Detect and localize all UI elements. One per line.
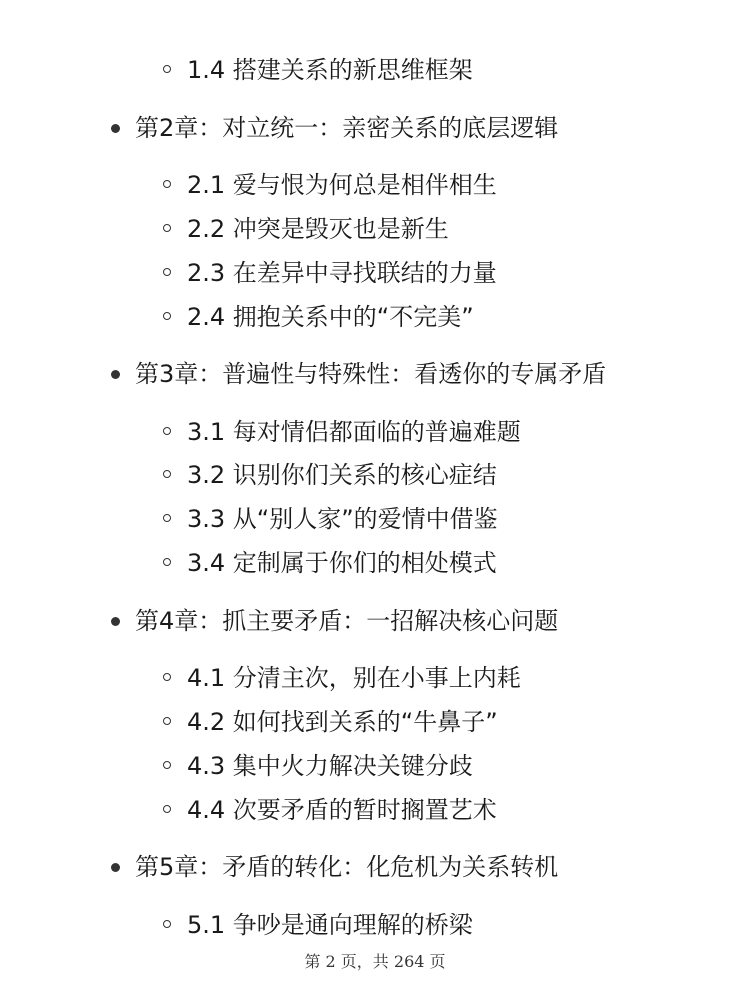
- toc-section-label: 3.4 定制属于你们的相处模式: [187, 549, 497, 577]
- hollow-bullet-icon: [163, 514, 171, 522]
- toc-section-label: 2.2 冲突是毁灭也是新生: [187, 215, 449, 243]
- filled-bullet-icon: [111, 617, 120, 626]
- toc-section-label: 4.3 集中火力解决关键分歧: [187, 752, 473, 780]
- toc-section-label: 2.3 在差异中寻找联结的力量: [187, 259, 497, 287]
- hollow-bullet-icon: [163, 805, 171, 813]
- hollow-bullet-icon: [163, 427, 171, 435]
- toc-section-item[interactable]: [0, 790, 750, 830]
- filled-bullet-icon: [111, 124, 120, 133]
- hollow-bullet-icon: [163, 673, 171, 681]
- toc-section-item[interactable]: [0, 455, 750, 495]
- toc-section-label: 1.4 搭建关系的新思维框架: [187, 56, 473, 84]
- toc-section-label: 3.3 从“别人家”的爱情中借鉴: [187, 505, 498, 533]
- toc-chapter-label: 第2章：对立统一：亲密关系的底层逻辑: [135, 114, 559, 142]
- toc-section-item[interactable]: [0, 253, 750, 293]
- toc-section-label: 2.1 爱与恨为何总是相伴相生: [187, 171, 497, 199]
- toc-section-label: 5.1 争吵是通向理解的桥梁: [187, 911, 473, 939]
- hollow-bullet-icon: [163, 558, 171, 566]
- toc-chapter-item[interactable]: [0, 601, 750, 641]
- hollow-bullet-icon: [163, 920, 171, 928]
- filled-bullet-icon: [111, 370, 120, 379]
- page-number-footer: 第 2 页，共 264 页: [304, 952, 446, 971]
- toc-chapter-label: 第4章：抓主要矛盾：一招解决核心问题: [135, 607, 559, 635]
- toc-chapter-item[interactable]: [0, 354, 750, 394]
- hollow-bullet-icon: [163, 717, 171, 725]
- filled-bullet-icon: [111, 863, 120, 872]
- hollow-bullet-icon: [163, 761, 171, 769]
- hollow-bullet-icon: [163, 180, 171, 188]
- toc-section-item[interactable]: [0, 165, 750, 205]
- toc-section-item[interactable]: [0, 905, 750, 945]
- toc-section-label: 4.2 如何找到关系的“牛鼻子”: [187, 708, 498, 736]
- toc-section-item[interactable]: [0, 658, 750, 698]
- toc-chapter-item[interactable]: [0, 108, 750, 148]
- toc-chapter-label: 第3章：普遍性与特殊性：看透你的专属矛盾: [135, 360, 607, 388]
- hollow-bullet-icon: [163, 470, 171, 478]
- toc-section-label: 2.4 拥抱关系中的“不完美”: [187, 303, 474, 331]
- toc-section-item[interactable]: [0, 412, 750, 452]
- hollow-bullet-icon: [163, 65, 171, 73]
- toc-section-item[interactable]: [0, 702, 750, 742]
- hollow-bullet-icon: [163, 224, 171, 232]
- hollow-bullet-icon: [163, 312, 171, 320]
- hollow-bullet-icon: [163, 268, 171, 276]
- toc-section-item[interactable]: [0, 543, 750, 583]
- toc-chapter-item[interactable]: [0, 847, 750, 887]
- toc-section-label: 3.1 每对情侣都面临的普遍难题: [187, 418, 521, 446]
- toc-section-item[interactable]: [0, 746, 750, 786]
- toc-section-item[interactable]: [0, 297, 750, 337]
- toc-section-item[interactable]: [0, 50, 750, 90]
- toc-section-item[interactable]: [0, 209, 750, 249]
- toc-section-label: 3.2 识别你们关系的核心症结: [187, 461, 497, 489]
- toc-section-label: 4.4 次要矛盾的暂时搁置艺术: [187, 796, 497, 824]
- toc-section-item[interactable]: [0, 499, 750, 539]
- toc-section-label: 4.1 分清主次，别在小事上内耗: [187, 664, 521, 692]
- toc-chapter-label: 第5章：矛盾的转化：化危机为关系转机: [135, 853, 559, 881]
